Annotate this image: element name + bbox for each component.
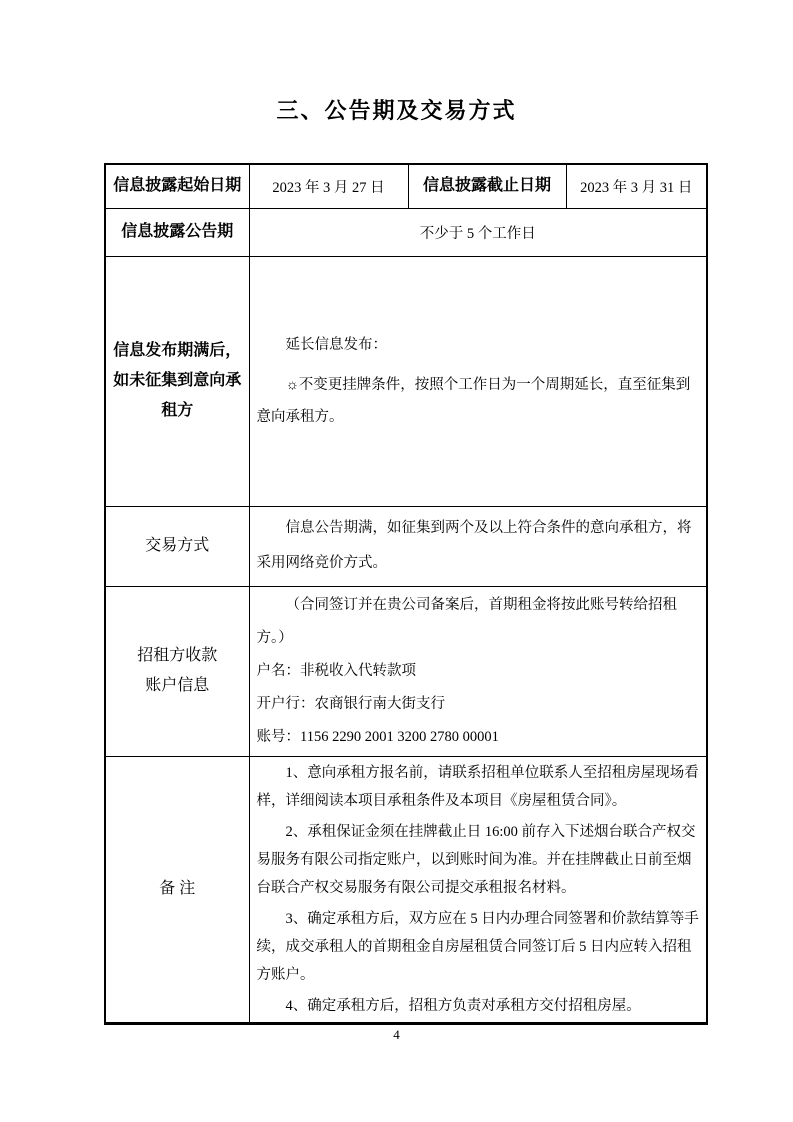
transaction-method-label: 交易方式: [105, 506, 249, 586]
table-row-transaction-method: [105, 506, 707, 586]
extension-para1: 延长信息发布：: [285, 337, 387, 353]
announcement-period-label: 信息披露公告期: [105, 208, 249, 256]
extension-para2: ☼不变更挂牌条件，按照个工作日为一个周期延长，直至征集到意向承租方。: [256, 377, 691, 425]
table-row-announcement-period: [105, 208, 707, 256]
transaction-method-content: [249, 506, 707, 586]
remarks-para4: 4、确定承租方后，招租方负责对承租方交付招租房屋。: [285, 997, 641, 1014]
disclosure-end-value: 2023 年 3 月 31 日: [566, 164, 707, 208]
extension-content: [249, 256, 707, 506]
remarks-content: [249, 756, 707, 1023]
announcement-transaction-table: [104, 163, 708, 1025]
payment-account-content: [249, 586, 707, 756]
payment-account-holder: 户名：非税收入代转款项: [256, 662, 416, 679]
extension-label: 信息发布期满后，如未征集到意向承租方: [105, 256, 249, 506]
remarks-para3: 3、确定承租方后，双方应在 5 日内办理合同签署和价款结算等手续，成交承租人的首期租金自房屋租赁合同签订后 5 日内应转入招租方账户。: [256, 910, 699, 983]
section-title: 三、公告期及交易方式: [276, 98, 517, 123]
table-row-extension: [105, 256, 707, 506]
table-row-payment-account: [105, 586, 707, 756]
payment-account-label: [105, 586, 249, 756]
announcement-period-value: 不少于 5 个工作日: [249, 208, 707, 256]
table-row-disclosure-dates: [105, 164, 707, 208]
table-row-remarks: [105, 756, 707, 1023]
disclosure-start-value: 2023 年 3 月 27 日: [249, 164, 408, 208]
remarks-label: 备 注: [105, 756, 249, 1023]
payment-account-number: 账号：1156 2290 2001 3200 2780 00001: [256, 728, 499, 745]
payment-account-bank: 开户行：农商银行南大街支行: [256, 695, 445, 712]
payment-account-note: （合同签订并在贵公司备案后，首期租金将按此账号转给招租方。）: [256, 596, 677, 646]
remarks-para2: 2、承租保证金须在挂牌截止日 16:00 前存入下述烟台联合产权交易服务有限公司指定账户，以到账时间为准。并在挂牌截止日前至烟台联合产权交易服务有限公司提交承租报名材料。: [256, 823, 696, 896]
disclosure-end-label: 信息披露截止日期: [408, 164, 566, 208]
remarks-para1: 1、意向承租方报名前，请联系招租单位联系人至招租房屋现场看样，详细阅读本项目承租条件及本项目《房屋租赁合同》。: [256, 764, 699, 809]
disclosure-start-label: 信息披露起始日期: [105, 164, 249, 208]
page-number: 4: [393, 1027, 400, 1042]
payment-account-label-line2: 账户信息: [145, 677, 210, 694]
transaction-method-para1: 信息公告期满，如征集到两个及以上符合条件的意向承租方，将采用网络竞价方式。: [256, 520, 692, 571]
payment-account-label-line1: 招租方收款: [137, 647, 218, 664]
